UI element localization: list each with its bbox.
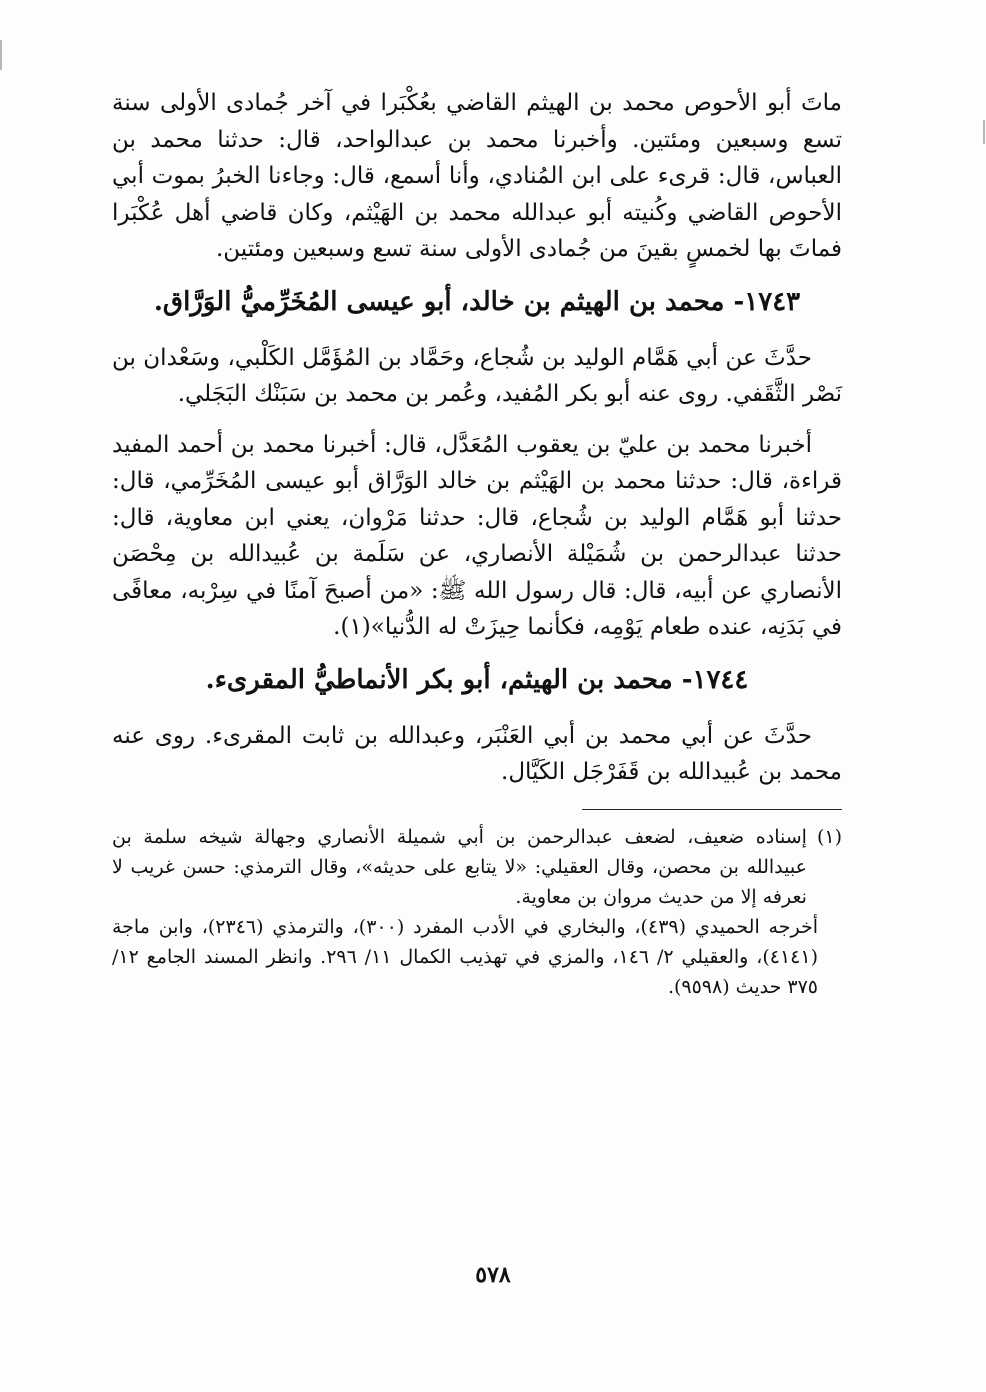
footnote-1 — [112, 822, 842, 912]
footnote-1-continuation: أخرجه الحميدي (٤٣٩)، والبخاري في الأدب المفرد (٣٠٠)، والترمذي (٢٣٤٦)، وابن ماجة (٤١٤١)، والعقيلي ٢/ ١٤٦، والمزي في تهذيب الكمال ١١/ ٢٩٦. وانظر المسند الجامع ١٢/ ٣٧٥ حديث (٩٥٩٨). — [112, 915, 818, 998]
scan-edge-mark — [983, 120, 985, 144]
footnotes — [112, 822, 842, 1002]
footnote-separator — [582, 809, 842, 810]
paragraph-2: حدَّثَ عن أبي هَمَّام الوليد بن شُجاع، وحَمَّاد بن المُؤَمَّل الكَلْبي، وسَعْدان بن نَصْر الثَّقَفي. روى عنه أبو بكر المُفيد، وعُمر بن محمد بن سَبَنْك البَجَلي. — [112, 344, 842, 407]
page-number: ٥٧٨ — [475, 1262, 511, 1288]
entry-heading-1743: ١٧٤٣- محمد بن الهيثم بن خالد، أبو عيسى المُخَرِّميُّ الوَرَّاق. — [153, 286, 801, 317]
paragraph-3: أخبرنا محمد بن عليّ بن يعقوب المُعَدَّل، قال: أخبرنا محمد بن أحمد المفيد قراءة، قال: حدثنا محمد بن الهَيْثم بن خالد الوَرَّاق أبو عيسى المُخَرِّمي، قال: حدثنا أبو هَمَّام الوليد بن شُجاع، قال: حدثنا مَرْوان، يعني ابن معاوية، قال: حدثنا عبدالرحمن بن شُمَيْلة الأنصاري، عن سَلَمة بن عُبيدالله بن مِحْصَن الأنصاري عن أبيه، قال: قال رسول الله ﷺ: «من أصبحَ آمنًا في سِرْبه، معافًى في بَدَنِه، عنده طعام يَوْمِه، فكأنما حِيزَتْ له الدُّنيا»(١). — [112, 431, 842, 640]
scan-edge-mark — [0, 40, 2, 70]
paragraph-1: ماتَ أبو الأحوص محمد بن الهيثم القاضي بعُكْبَرا في آخر جُمادى الأولى سنة تسع وسبعين ومئتين. وأخبرنا محمد بن عبدالواحد، قال: حدثنا محمد بن العباس، قال: قرىء على ابن المُنادي، وأنا أسمع، قال: وجاءنا الخبرُ بموت أبي الأحوص القاضي وكُنيته أبو عبدالله محمد بن الهَيْثم، وكان قاضي أهل عُكْبَرا فماتَ بها لخمسٍ بقينَ من جُمادى الأولى سنة تسع وسبعين ومئتين. — [112, 90, 842, 262]
footnote-marker: (١) — [816, 825, 842, 848]
page-body — [112, 85, 842, 1002]
entry-heading-1744: ١٧٤٤- محمد بن الهيثم، أبو بكر الأنماطيُّ المقرىء. — [205, 664, 749, 695]
paragraph-4: حدَّثَ عن أبي محمد بن أبي العَنْبَر، وعبدالله بن ثابت المقرىء. روى عنه محمد بن عُبيدالله بن قَفَرْجَل الكَيَّال. — [112, 722, 842, 785]
footnote-1-text: إسناده ضعيف، لضعف عبدالرحمن بن أبي شميلة الأنصاري وجهالة شيخه سلمة بن عبيدالله بن محصن، وقال العقيلي: «لا يتابع على حديثه»، وقال الترمذي: حسن غريب لا نعرفه إلا من حديث مروان بن معاوية. — [112, 825, 807, 908]
